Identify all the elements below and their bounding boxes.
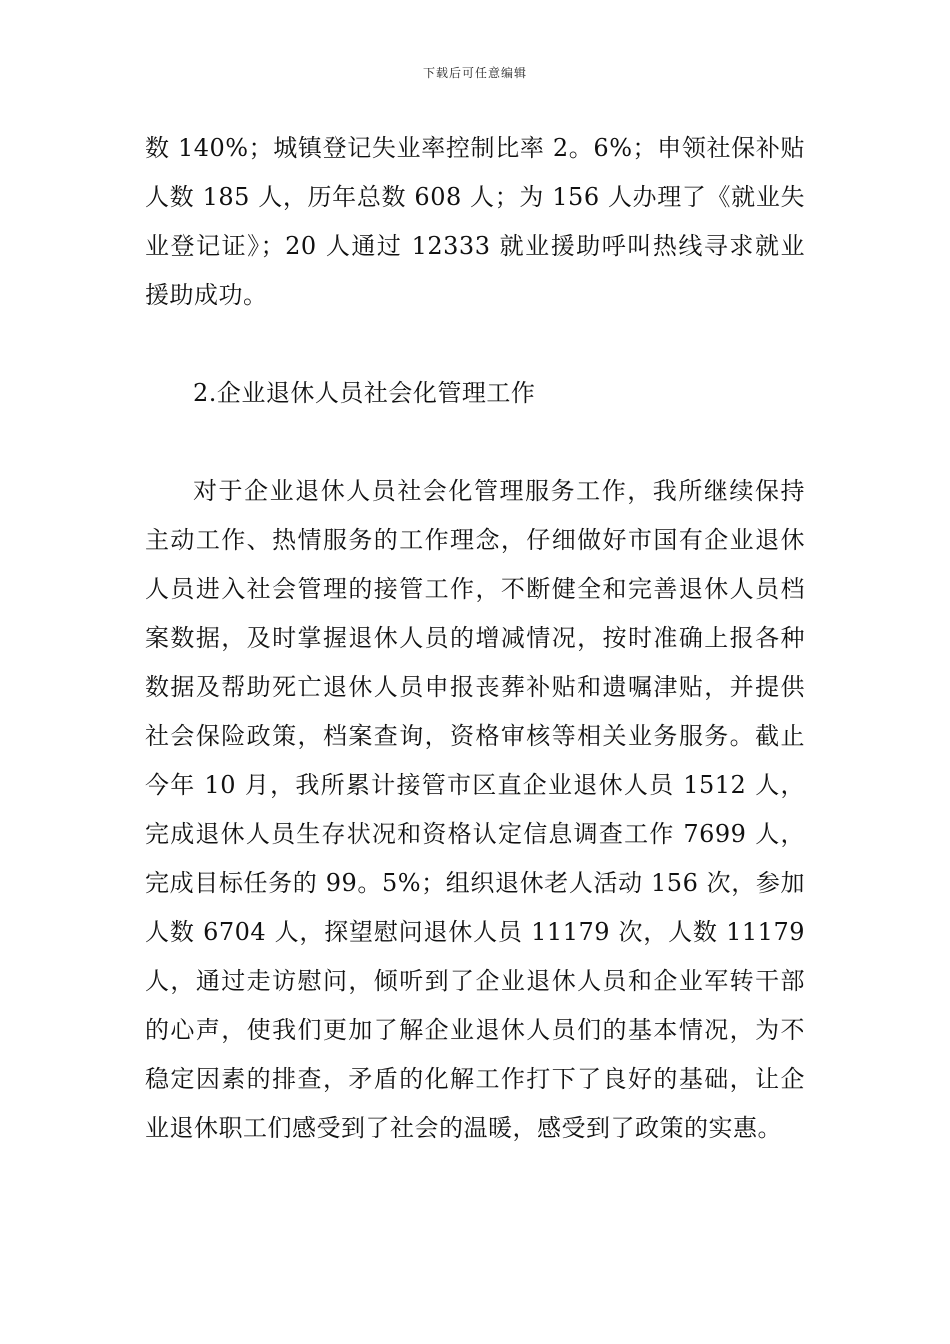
document-body <box>145 124 805 1153</box>
page-header-note: 下载后可任意编辑 <box>422 66 527 80</box>
paragraph-continued: 数 140%；城镇登记失业率控制比率 2。6%；申领社保补贴人数 185 人，历年总数 608 人；为 156 人办理了《就业失业登记证》；20 人通过 12333 就业援助呼叫热线寻求就业援助成功。 <box>145 134 805 309</box>
section-heading: 2.企业退休人员社会化管理工作 <box>193 379 536 407</box>
paragraph-retiree-management: 对于企业退休人员社会化管理服务工作，我所继续保持主动工作、热情服务的工作理念，仔细做好市国有企业退休人员进入社会管理的接管工作，不断健全和完善退休人员档案数据，及时掌握退休人员的增减情况，按时准确上报各种数据及帮助死亡退休人员申报丧葬补贴和遗嘱津贴，并提供社会保险政策，档案查询，资格审核等相关业务服务。截止今年 10 月，我所累计接管市区直企业退休人员 1512 人，完成退休人员生存状况和资格认定信息调查工作 7699 人，完成目标任务的 99。5%；组织退休老人活动 156 次，参加人数 6704 人，探望慰问退休人员 11179 次，人数 11179 人，通过走访慰问，倾听到了企业退休人员和企业军转干部的心声，使我们更加了解企业退休人员们的基本情况，为不稳定因素的排查，矛盾的化解工作打下了良好的基础，让企业退休职工们感受到了社会的温暖，感受到了政策的实惠。 <box>145 477 805 1142</box>
